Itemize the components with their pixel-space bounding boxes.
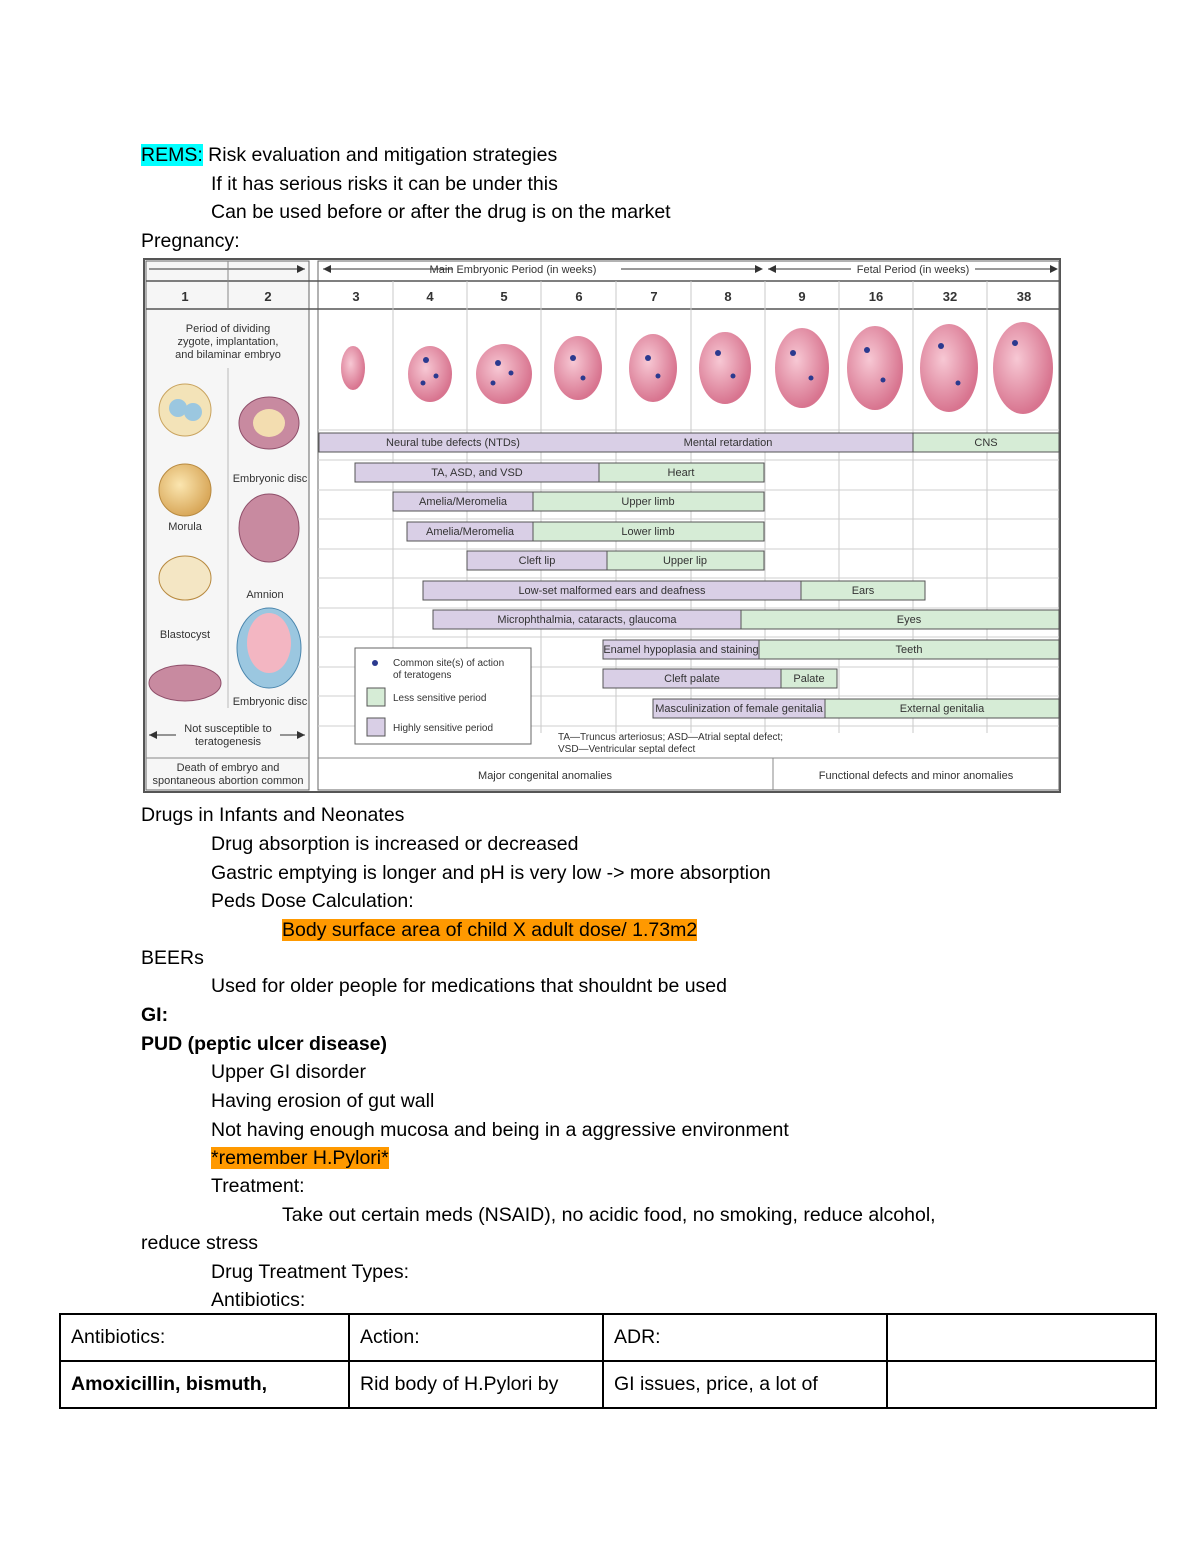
table-cell: Amoxicillin, bismuth, (60, 1361, 349, 1408)
week-label: 8 (724, 289, 732, 304)
embryo-image (341, 346, 365, 390)
table-cell (887, 1361, 1156, 1408)
embryo-image (920, 324, 978, 412)
bar-label: Upper lip (662, 555, 708, 567)
implantation-image (149, 665, 221, 701)
infants-heading: Drugs in Infants and Neonates (141, 804, 405, 826)
amnion-label: Amnion (246, 589, 284, 601)
high-sensitive-swatch (367, 718, 385, 736)
legend-dot-label: Common site(s) of action (393, 658, 505, 669)
bar-label: Cleft lip (518, 555, 556, 567)
bar-label: Teeth (895, 644, 923, 656)
hpylori-note (211, 1146, 389, 1170)
pud-note-1: Upper GI disorder (211, 1061, 366, 1083)
week-label: 38 (1016, 289, 1032, 304)
week-label: 3 (352, 289, 360, 304)
embryo-image (629, 334, 677, 402)
embryo-image (476, 344, 532, 404)
bar-label: Amelia/Meromelia (418, 496, 508, 508)
table-header-row (60, 1314, 1156, 1361)
bar-label: Mental retardation (683, 437, 773, 449)
bar-label: Upper limb (621, 496, 675, 508)
table-cell: Action: (349, 1314, 603, 1361)
legend-high-label: Highly sensitive period (393, 723, 494, 734)
pud-heading: PUD (peptic ulcer disease) (141, 1033, 387, 1055)
blastocyst-label: Blastocyst (159, 629, 211, 641)
table-cell: GI issues, price, a lot of (603, 1361, 887, 1408)
table-cell: ADR: (603, 1314, 887, 1361)
not-susceptible-text: teratogenesis (194, 736, 262, 748)
blastocyst-image (159, 556, 211, 600)
beers-heading: BEERs (141, 947, 204, 969)
rems-note-1: If it has serious risks it can be under this (211, 173, 558, 195)
bar-label: CNS (974, 437, 998, 449)
left-caption: zygote, implantation, (177, 336, 279, 348)
pud-note-3: Not having enough mucosa and being in a aggressive environment (211, 1119, 789, 1141)
rems-line (141, 143, 557, 167)
infants-note-2: Gastric emptying is longer and pH is very low -> more absorption (211, 862, 771, 884)
bar-label: Masculinization of female genitalia (655, 703, 823, 715)
hpylori-highlight: *remember H.Pylori* (211, 1147, 389, 1169)
death-caption: Death of embryo and (176, 762, 280, 774)
bar-label: Palate (793, 673, 825, 685)
minor-anomalies-label: Functional defects and minor anomalies (818, 770, 1014, 782)
bar-label: Low-set malformed ears and deafness (518, 585, 706, 597)
rems-note-2: Can be used before or after the drug is on the market (211, 201, 671, 223)
rems-definition: Risk evaluation and mitigation strategies (202, 144, 558, 166)
embryo-image (699, 332, 751, 404)
bar-label: Lower limb (621, 526, 675, 538)
formula-highlight: Body surface area of child X adult dose/ 1.73m2 (282, 919, 698, 941)
peds-dose-label: Peds Dose Calculation: (211, 890, 414, 912)
table-cell: Antibiotics: (60, 1314, 349, 1361)
teratogen-dot-icon (372, 660, 378, 666)
teratogenesis-chart (143, 258, 1061, 793)
bar-label: Heart (667, 467, 695, 479)
beers-note: Used for older people for medications that shouldnt be used (211, 975, 727, 997)
treatment-continuation: reduce stress (141, 1232, 259, 1254)
treatment-line: Take out certain meds (NSAID), no acidic food, no smoking, reduce alcohol, (282, 1204, 936, 1226)
bar-label: Ears (851, 585, 875, 597)
bar-label: Eyes (896, 614, 922, 626)
table-cell (887, 1314, 1156, 1361)
embryo-image (847, 326, 903, 410)
bar-label: Cleft palate (664, 673, 720, 685)
pregnancy-heading: Pregnancy: (141, 230, 240, 252)
major-anomalies-label: Major congenital anomalies (478, 770, 612, 782)
week-label: 4 (426, 289, 434, 304)
not-susceptible-text: Not susceptible to (184, 723, 272, 735)
embryo-image (408, 346, 452, 402)
week-label: 5 (500, 289, 508, 304)
embryonic-disc-label: Embryonic disc (232, 696, 308, 708)
embryo-image (993, 322, 1053, 414)
pud-note-2: Having erosion of gut wall (211, 1090, 435, 1112)
embryo-image (775, 328, 829, 408)
table-row (60, 1361, 1156, 1408)
antibiotics-label: Antibiotics: (211, 1289, 306, 1311)
left-caption: Period of dividing (185, 323, 271, 335)
week-label: 7 (650, 289, 658, 304)
infants-note-1: Drug absorption is increased or decreased (211, 833, 579, 855)
morula-label: Morula (168, 521, 202, 533)
fetal-period-label: Fetal Period (in weeks) (856, 264, 970, 276)
bar-label: Microphthalmia, cataracts, glaucoma (497, 614, 677, 626)
week-label: 1 (181, 289, 189, 304)
legend-dot-label: of teratogens (393, 670, 452, 681)
peds-dose-formula (282, 918, 697, 942)
treatment-label: Treatment: (211, 1175, 305, 1197)
table-cell: Rid body of H.Pylori by (349, 1361, 603, 1408)
abbrev-line: TA—Truncus arteriosus; ASD—Atrial septal defect; (558, 732, 784, 743)
bar-label: TA, ASD, and VSD (431, 467, 523, 479)
bar-label: Enamel hypoplasia and staining (603, 644, 759, 656)
bar-label: Neural tube defects (NTDs) (386, 437, 520, 449)
embryo-image (554, 336, 602, 400)
morula-image (159, 464, 211, 516)
abbrev-line: VSD—Ventricular septal defect (558, 744, 696, 755)
week-label: 16 (868, 289, 884, 304)
embryonic-disc-label: Embryonic disc (232, 473, 308, 485)
antibiotics-table (59, 1313, 1157, 1409)
rems-label: REMS: (141, 144, 203, 166)
gi-heading: GI: (141, 1004, 169, 1026)
bar-label: External genitalia (899, 703, 985, 715)
teratogenesis-svg (143, 258, 1061, 793)
left-caption: and bilaminar embryo (175, 349, 281, 361)
drug-types-label: Drug Treatment Types: (211, 1261, 409, 1283)
week-label: 6 (575, 289, 583, 304)
week-label: 32 (942, 289, 958, 304)
week-label: 2 (264, 289, 272, 304)
bar-label: Amelia/Meromelia (425, 526, 515, 538)
legend-less-label: Less sensitive period (393, 693, 487, 704)
less-sensitive-swatch (367, 688, 385, 706)
week-label: 9 (798, 289, 806, 304)
death-caption: spontaneous abortion common (152, 775, 304, 787)
main-period-label: Main Embryonic Period (in weeks) (429, 264, 597, 276)
